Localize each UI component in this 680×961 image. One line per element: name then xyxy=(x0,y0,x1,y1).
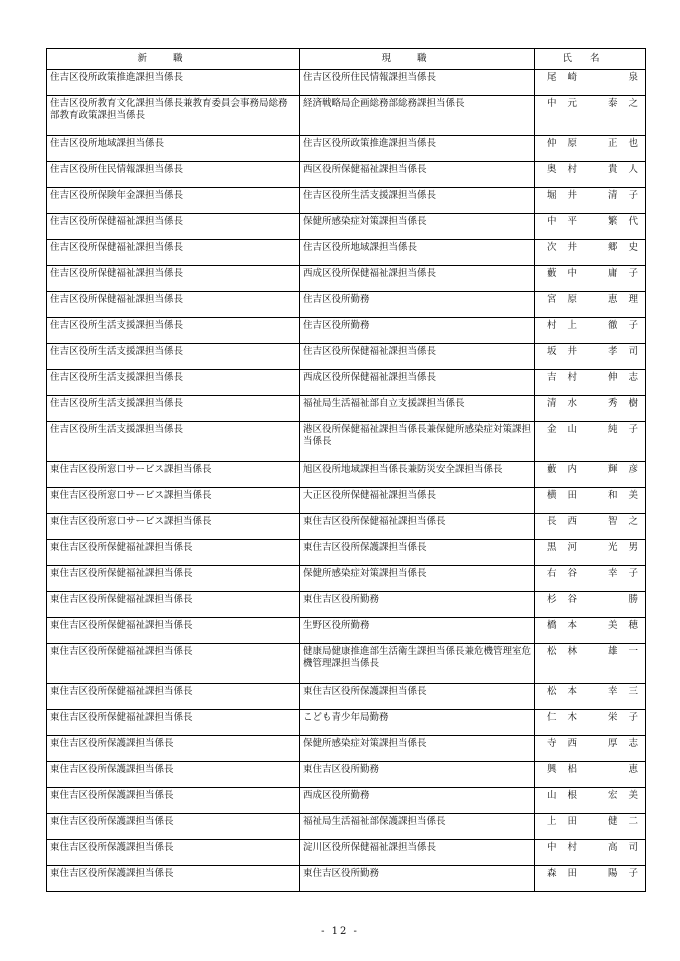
name-cell xyxy=(535,266,649,292)
given-name: 孝司 xyxy=(607,346,649,357)
name-cell xyxy=(535,422,649,462)
name-cell xyxy=(535,710,649,736)
name-cell xyxy=(535,592,649,618)
table-row xyxy=(47,96,646,136)
surname: 藪内 xyxy=(547,464,589,475)
new-position-cell: 住吉区役所保険年金課担当係長 xyxy=(47,188,300,214)
header-current-position: 現職 xyxy=(300,49,535,70)
surname: 清水 xyxy=(547,398,589,409)
table-row xyxy=(47,162,646,188)
table-row xyxy=(47,462,646,488)
name-cell xyxy=(535,162,649,188)
current-position-cell: 福祉局生活福祉部保護課担当係長 xyxy=(300,814,535,840)
table-row xyxy=(47,292,646,318)
name-cell xyxy=(535,514,649,540)
surname: 仲原 xyxy=(547,138,589,149)
given-name: 厚志 xyxy=(607,738,649,749)
name-cell xyxy=(535,136,649,162)
given-name: 貴人 xyxy=(607,164,649,175)
new-position-cell: 東住吉区役所保健福祉課担当係長 xyxy=(47,710,300,736)
name-cell xyxy=(535,370,649,396)
table-row xyxy=(47,540,646,566)
current-position-cell: 東住吉区役所勤務 xyxy=(300,866,535,892)
new-position-cell: 東住吉区役所保護課担当係長 xyxy=(47,866,300,892)
surname: 右谷 xyxy=(547,568,589,579)
surname: 中元 xyxy=(547,98,589,109)
name-cell xyxy=(535,762,649,788)
surname: 山根 xyxy=(547,790,589,801)
table-row xyxy=(47,592,646,618)
given-name: 宏美 xyxy=(607,790,649,801)
name-cell xyxy=(535,318,649,344)
new-position-cell: 東住吉区役所保護課担当係長 xyxy=(47,736,300,762)
given-name: 泰之 xyxy=(607,98,649,109)
table-row xyxy=(47,70,646,96)
surname: 橋本 xyxy=(547,620,589,631)
table-row xyxy=(47,618,646,644)
current-position-cell: 福祉局生活福祉部自立支援課担当係長 xyxy=(300,396,535,422)
name-cell xyxy=(535,644,649,684)
table-body xyxy=(47,70,649,892)
given-name: 繁代 xyxy=(607,216,649,227)
name-cell xyxy=(535,840,649,866)
header-row xyxy=(47,49,646,70)
surname: 吉村 xyxy=(547,372,589,383)
name-cell xyxy=(535,96,649,136)
name-cell xyxy=(535,344,649,370)
table-row xyxy=(47,736,646,762)
given-name: 秀樹 xyxy=(607,398,649,409)
table-row xyxy=(47,488,646,514)
current-position-cell: 東住吉区役所保護課担当係長 xyxy=(300,540,535,566)
surname: 興梠 xyxy=(547,764,589,775)
surname: 仁木 xyxy=(547,712,589,723)
name-cell xyxy=(535,240,649,266)
new-position-cell: 東住吉区役所窓口サービス課担当係長 xyxy=(47,462,300,488)
current-position-cell: 住吉区役所勤務 xyxy=(300,292,535,318)
name-cell xyxy=(535,566,649,592)
surname: 金山 xyxy=(547,424,589,435)
given-name: 恵 xyxy=(628,764,649,775)
new-position-cell: 東住吉区役所保健福祉課担当係長 xyxy=(47,540,300,566)
current-position-cell: 経済戦略局企画総務部総務課担当係長 xyxy=(300,96,535,136)
surname: 寺西 xyxy=(547,738,589,749)
current-position-cell: 西成区役所勤務 xyxy=(300,788,535,814)
new-position-cell: 住吉区役所生活支援課担当係長 xyxy=(47,396,300,422)
current-position-cell: 西区役所保健福祉課担当係長 xyxy=(300,162,535,188)
new-position-cell: 東住吉区役所保健福祉課担当係長 xyxy=(47,684,300,710)
given-name: 勝 xyxy=(628,594,649,605)
given-name: 陽子 xyxy=(607,868,649,879)
name-cell xyxy=(535,814,649,840)
new-position-cell: 東住吉区役所保護課担当係長 xyxy=(47,840,300,866)
name-cell xyxy=(535,866,649,892)
current-position-cell: 東住吉区役所保護課担当係長 xyxy=(300,684,535,710)
new-position-cell: 住吉区役所生活支援課担当係長 xyxy=(47,422,300,462)
surname: 次井 xyxy=(547,242,589,253)
table-row xyxy=(47,644,646,684)
current-position-cell: 保健所感染症対策課担当係長 xyxy=(300,566,535,592)
new-position-cell: 住吉区役所保健福祉課担当係長 xyxy=(47,266,300,292)
name-cell xyxy=(535,488,649,514)
current-position-cell: 住吉区役所勤務 xyxy=(300,318,535,344)
current-position-cell: 東住吉区役所勤務 xyxy=(300,762,535,788)
current-position-cell: こども青少年局勤務 xyxy=(300,710,535,736)
new-position-cell: 住吉区役所保健福祉課担当係長 xyxy=(47,240,300,266)
page-number: - 12 - xyxy=(321,926,359,937)
surname: 藪中 xyxy=(547,268,589,279)
surname: 奥村 xyxy=(547,164,589,175)
current-position-cell: 健康局健康推進部生活衛生課担当係長兼危機管理室危機管理課担当係長 xyxy=(300,644,535,684)
name-cell xyxy=(535,188,649,214)
table-row xyxy=(47,188,646,214)
current-position-cell: 住吉区役所保健福祉課担当係長 xyxy=(300,344,535,370)
personnel-table xyxy=(46,48,649,892)
surname: 宮原 xyxy=(547,294,589,305)
new-position-cell: 住吉区役所生活支援課担当係長 xyxy=(47,318,300,344)
table-row xyxy=(47,396,646,422)
table-row xyxy=(47,762,646,788)
given-name: 伸志 xyxy=(607,372,649,383)
table-row xyxy=(47,136,646,162)
table-row xyxy=(47,240,646,266)
new-position-cell: 東住吉区役所保健福祉課担当係長 xyxy=(47,618,300,644)
surname: 坂井 xyxy=(547,346,589,357)
given-name: 雄一 xyxy=(607,646,649,657)
surname: 森田 xyxy=(547,868,589,879)
given-name: 光男 xyxy=(607,542,649,553)
table-row xyxy=(47,840,646,866)
current-position-cell: 生野区役所勤務 xyxy=(300,618,535,644)
table-row xyxy=(47,684,646,710)
new-position-cell: 住吉区役所保健福祉課担当係長 xyxy=(47,292,300,318)
surname: 横田 xyxy=(547,490,589,501)
surname: 松林 xyxy=(547,646,589,657)
current-position-cell: 旭区役所地域課担当係長兼防災安全課担当係長 xyxy=(300,462,535,488)
new-position-cell: 東住吉区役所窓口サービス課担当係長 xyxy=(47,514,300,540)
current-position-cell: 住吉区役所地域課担当係長 xyxy=(300,240,535,266)
new-position-cell: 東住吉区役所保護課担当係長 xyxy=(47,788,300,814)
current-position-cell: 淀川区役所保健福祉課担当係長 xyxy=(300,840,535,866)
table-row xyxy=(47,788,646,814)
current-position-cell: 保健所感染症対策課担当係長 xyxy=(300,214,535,240)
new-position-cell: 東住吉区役所保健福祉課担当係長 xyxy=(47,566,300,592)
given-name: 高司 xyxy=(607,842,649,853)
new-position-cell: 東住吉区役所窓口サービス課担当係長 xyxy=(47,488,300,514)
surname: 松本 xyxy=(547,686,589,697)
table-row xyxy=(47,318,646,344)
new-position-cell: 住吉区役所政策推進課担当係長 xyxy=(47,70,300,96)
given-name: 栄子 xyxy=(607,712,649,723)
new-position-cell: 住吉区役所生活支援課担当係長 xyxy=(47,344,300,370)
table-row xyxy=(47,214,646,240)
current-position-cell: 東住吉区役所勤務 xyxy=(300,592,535,618)
surname: 長西 xyxy=(547,516,589,527)
table-row xyxy=(47,814,646,840)
surname: 上田 xyxy=(547,816,589,827)
new-position-cell: 住吉区役所生活支援課担当係長 xyxy=(47,370,300,396)
given-name: 和美 xyxy=(607,490,649,501)
new-position-cell: 住吉区役所地域課担当係長 xyxy=(47,136,300,162)
surname: 尾崎 xyxy=(547,72,589,83)
given-name: 庸子 xyxy=(607,268,649,279)
surname: 杉谷 xyxy=(547,594,589,605)
table-row xyxy=(47,710,646,736)
name-cell xyxy=(535,292,649,318)
current-position-cell: 住吉区役所政策推進課担当係長 xyxy=(300,136,535,162)
given-name: 徹子 xyxy=(607,320,649,331)
current-position-cell: 住吉区役所生活支援課担当係長 xyxy=(300,188,535,214)
new-position-cell: 東住吉区役所保護課担当係長 xyxy=(47,814,300,840)
name-cell xyxy=(535,540,649,566)
table-row xyxy=(47,422,646,462)
given-name: 幸三 xyxy=(607,686,649,697)
given-name: 清子 xyxy=(607,190,649,201)
table-row xyxy=(47,266,646,292)
name-cell xyxy=(535,214,649,240)
current-position-cell: 保健所感染症対策課担当係長 xyxy=(300,736,535,762)
name-cell xyxy=(535,788,649,814)
current-position-cell: 東住吉区役所保健福祉課担当係長 xyxy=(300,514,535,540)
new-position-cell: 住吉区役所保健福祉課担当係長 xyxy=(47,214,300,240)
header-new-position: 新職 xyxy=(47,49,300,70)
table-row xyxy=(47,514,646,540)
current-position-cell: 大正区役所保健福祉課担当係長 xyxy=(300,488,535,514)
surname: 黒河 xyxy=(547,542,589,553)
name-cell xyxy=(535,684,649,710)
new-position-cell: 東住吉区役所保健福祉課担当係長 xyxy=(47,644,300,684)
name-cell xyxy=(535,618,649,644)
given-name: 輝彦 xyxy=(607,464,649,475)
new-position-cell: 東住吉区役所保護課担当係長 xyxy=(47,762,300,788)
current-position-cell: 住吉区役所住民情報課担当係長 xyxy=(300,70,535,96)
new-position-cell: 住吉区役所住民情報課担当係長 xyxy=(47,162,300,188)
table-row xyxy=(47,566,646,592)
surname: 堀井 xyxy=(547,190,589,201)
name-cell xyxy=(535,736,649,762)
given-name: 智之 xyxy=(607,516,649,527)
surname: 中村 xyxy=(547,842,589,853)
current-position-cell: 西成区役所保健福祉課担当係長 xyxy=(300,266,535,292)
table-row xyxy=(47,370,646,396)
given-name: 恵理 xyxy=(607,294,649,305)
name-cell xyxy=(535,462,649,488)
table-row xyxy=(47,344,646,370)
current-position-cell: 港区役所保健福祉課担当係長兼保健所感染症対策課担当係長 xyxy=(300,422,535,462)
given-name: 純子 xyxy=(607,424,649,435)
table-row xyxy=(47,866,646,892)
surname: 村上 xyxy=(547,320,589,331)
new-position-cell: 住吉区役所教育文化課担当係長兼教育委員会事務局総務部教育政策課担当係長 xyxy=(47,96,300,136)
current-position-cell: 西成区役所保健福祉課担当係長 xyxy=(300,370,535,396)
surname: 中平 xyxy=(547,216,589,227)
given-name: 健二 xyxy=(607,816,649,827)
given-name: 泉 xyxy=(628,72,649,83)
name-cell xyxy=(535,70,649,96)
given-name: 幸子 xyxy=(607,568,649,579)
given-name: 正也 xyxy=(607,138,649,149)
given-name: 郷史 xyxy=(607,242,649,253)
header-name: 氏名 xyxy=(535,49,646,70)
new-position-cell: 東住吉区役所保健福祉課担当係長 xyxy=(47,592,300,618)
name-cell xyxy=(535,396,649,422)
given-name: 美穂 xyxy=(607,620,649,631)
